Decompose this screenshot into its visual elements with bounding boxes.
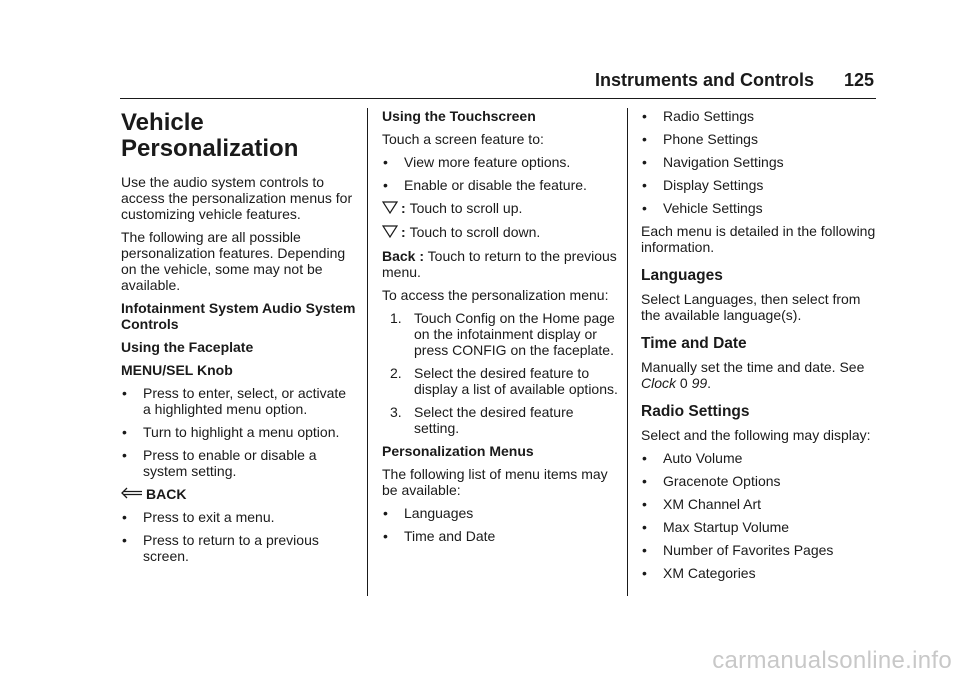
list-item: • Radio Settings <box>642 108 755 124</box>
radio-paragraph: Select and the following may display: <box>641 427 871 443</box>
numbered-step: 2. Select the desired feature to display a list of available options. <box>390 365 618 397</box>
scroll-down-line: : Touch to scroll down. <box>382 224 618 241</box>
page-header <box>120 70 876 99</box>
list-item: • XM Channel Art <box>642 496 762 512</box>
subheading-touchscreen: Using the Touchscreen <box>382 108 536 124</box>
clock-reference-link[interactable]: Clock <box>641 375 677 391</box>
list-item: • Time and Date <box>383 528 496 544</box>
page-title: Vehicle Personalization <box>121 109 299 162</box>
list-item: • XM Categories <box>642 565 756 581</box>
list-item: • Press to exit a menu. <box>122 509 275 525</box>
menus-intro: The following list of menu items may be available: <box>382 466 608 498</box>
back-description: Back : Touch to return to the previous menu. <box>382 248 617 280</box>
list-item: • Number of Favorites Pages <box>642 542 834 558</box>
numbered-step: 1. Touch Config on the Home page on the infotainment display or press CONFIG on the faceplate. <box>390 310 615 358</box>
list-item: • Phone Settings <box>642 131 758 147</box>
list-item: • Auto Volume <box>642 450 743 466</box>
list-item: • Press to enable or disable a system setting. <box>122 447 317 479</box>
list-item: • Gracenote Options <box>642 473 781 489</box>
heading-languages: Languages <box>641 267 723 284</box>
subheading-faceplate: Using the Faceplate <box>121 339 254 355</box>
subheading-personalization-menus: Personalization Menus <box>382 443 534 459</box>
column-divider <box>627 108 628 596</box>
list-item: • Display Settings <box>642 177 764 193</box>
list-item: • Press to return to a previous screen. <box>122 532 319 564</box>
heading-time-and-date: Time and Date <box>641 335 747 352</box>
list-item: • Press to enter, select, or activate a highlighted menu option. <box>122 385 347 417</box>
detail-paragraph: Each menu is detailed in the following information. <box>641 223 876 255</box>
scroll-down-icon <box>382 224 398 241</box>
access-intro: To access the personalization menu: <box>382 287 609 303</box>
column-2 <box>382 108 618 551</box>
back-heading: BACK <box>121 486 357 502</box>
heading-radio-settings: Radio Settings <box>641 403 750 420</box>
column-3 <box>641 108 877 588</box>
list-item: • Navigation Settings <box>642 154 784 170</box>
scroll-up-icon <box>382 200 398 217</box>
column-divider <box>367 108 368 596</box>
column-1 <box>121 108 357 571</box>
page-reference-arrow: 0 <box>679 375 688 391</box>
list-item: • Enable or disable the feature. <box>383 177 587 193</box>
numbered-step: 3. Select the desired feature setting. <box>390 404 574 436</box>
list-item: • Turn to highlight a menu option. <box>122 424 340 440</box>
availability-paragraph: The following are all possible personalization features. Depending on the vehicle, some may not be available. <box>121 229 346 293</box>
back-arrow-icon <box>121 486 143 502</box>
list-item: • View more feature options. <box>383 154 571 170</box>
subheading-infotainment: Infotainment System Audio System Controls <box>121 300 356 332</box>
list-item: • Languages <box>383 505 474 521</box>
touch-intro: Touch a screen feature to: <box>382 131 544 147</box>
page-reference-number[interactable]: 99 <box>691 375 708 391</box>
page-number: 125 <box>843 70 874 90</box>
subheading-menu-knob: MENU/SEL Knob <box>121 362 233 378</box>
intro-paragraph: Use the audio system controls to access the personalization menus for customizing vehicle features. <box>121 174 353 222</box>
languages-paragraph: Select Languages, then select from the available language(s). <box>641 291 861 323</box>
watermark: carmanualsonline.info <box>712 647 952 674</box>
list-item: • Vehicle Settings <box>642 200 763 216</box>
list-item: • Max Startup Volume <box>642 519 790 535</box>
scroll-up-line: : Touch to scroll up. <box>382 200 618 217</box>
time-paragraph: Manually set the time and date. See Clock 0 99. <box>641 359 865 391</box>
section-title: Instruments and Controls <box>594 70 814 90</box>
